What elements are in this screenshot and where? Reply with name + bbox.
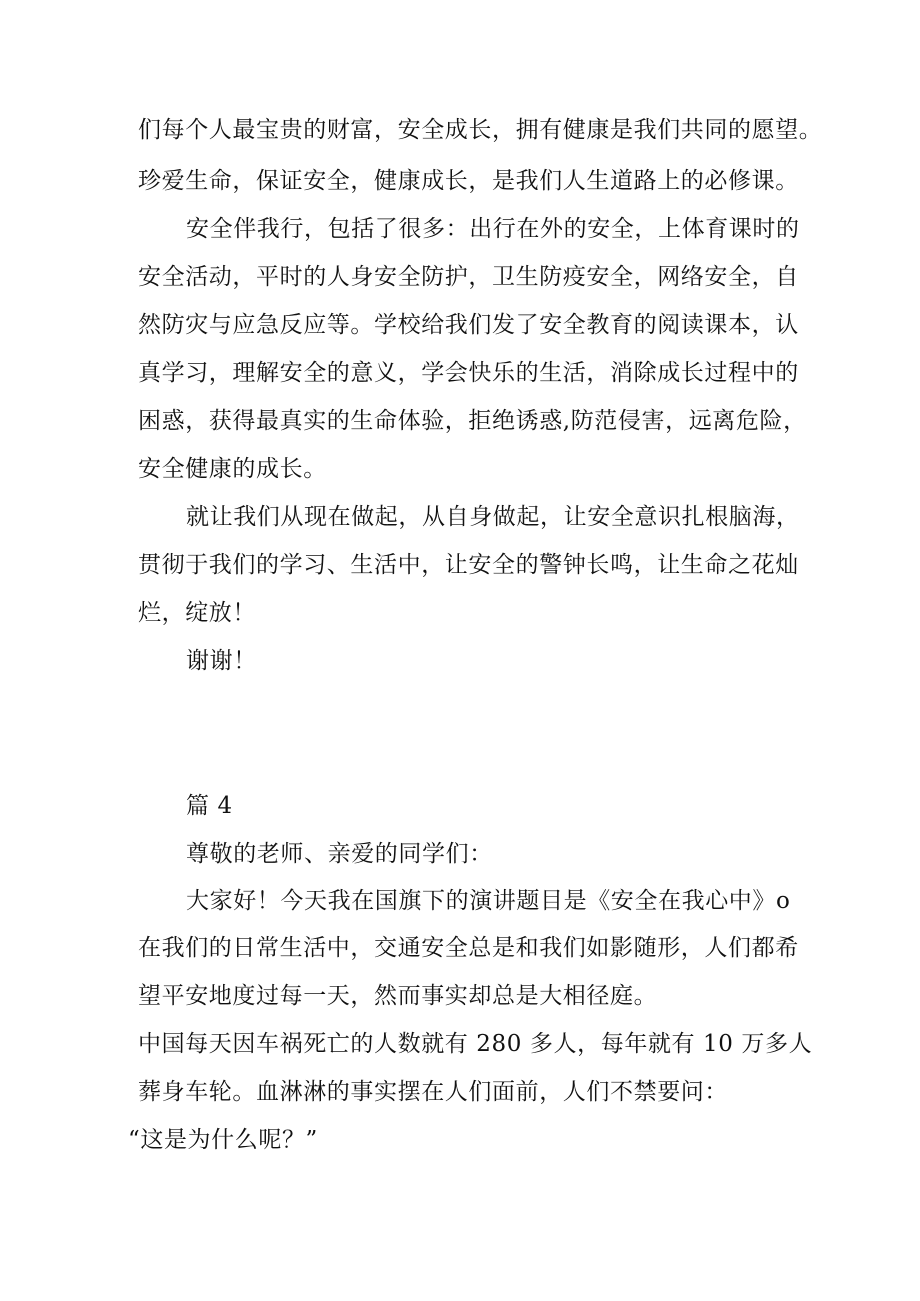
paragraph-2-line-3: 然防灾与应急反应等。学校给我们发了安全教育的阅读课本，认 (138, 312, 799, 338)
paragraph-2-line-4: 真学习，理解安全的意义，学会快乐的生活，消除成长过程中的 (138, 360, 799, 386)
paragraph-3-line-2: 贯彻于我们的学习、生活中，让安全的警钟长鸣，让生命之花灿 (138, 552, 799, 578)
paragraph-4-line-5: 葬身车轮。血淋淋的事实摆在人们面前，人们不禁要问： (138, 1079, 728, 1105)
paragraph-4-line-2: 在我们的日常生活中，交通安全总是和我们如影随形，人们都希 (138, 935, 799, 961)
paragraph-4-line-6: “这是为什么呢？” (128, 1127, 318, 1153)
closing-thanks: 谢谢！ (186, 648, 257, 674)
salutation: 尊敬的老师、亲爱的同学们： (186, 841, 493, 867)
paragraph-4-line-4: 中国每天因车祸死亡的人数就有 280 多人，每年就有 10 万多人 (138, 1031, 813, 1057)
paragraph-2-line-1: 安全伴我行，包括了很多：出行在外的安全，上体育课时的 (186, 216, 800, 242)
section-heading: 篇 4 (186, 793, 233, 819)
paragraph-1-line-2: 珍爱生命，保证安全，健康成长，是我们人生道路上的必修课。 (138, 168, 799, 194)
paragraph-4-line-3: 望平安地度过每一天，然而事实却总是大相径庭。 (138, 983, 658, 1009)
paragraph-2-line-2: 安全活动，平时的人身安全防护，卫生防疫安全，网络安全，自 (138, 264, 799, 290)
paragraph-2-line-5: 困惑，获得最真实的生命体验，拒绝诱惑,防范侵害，远离危险， (138, 408, 807, 434)
paragraph-3-line-1: 就让我们从现在做起，从自身做起，让安全意识扎根脑海， (186, 504, 800, 530)
paragraph-4-line-1: 大家好！今天我在国旗下的演讲题目是《安全在我心中》o (186, 888, 791, 914)
paragraph-1-line-1: 们每个人最宝贵的财富，安全成长，拥有健康是我们共同的愿望。 (138, 117, 823, 143)
paragraph-3-line-3: 烂，绽放！ (138, 600, 256, 626)
paragraph-2-line-6: 安全健康的成长。 (138, 456, 327, 482)
